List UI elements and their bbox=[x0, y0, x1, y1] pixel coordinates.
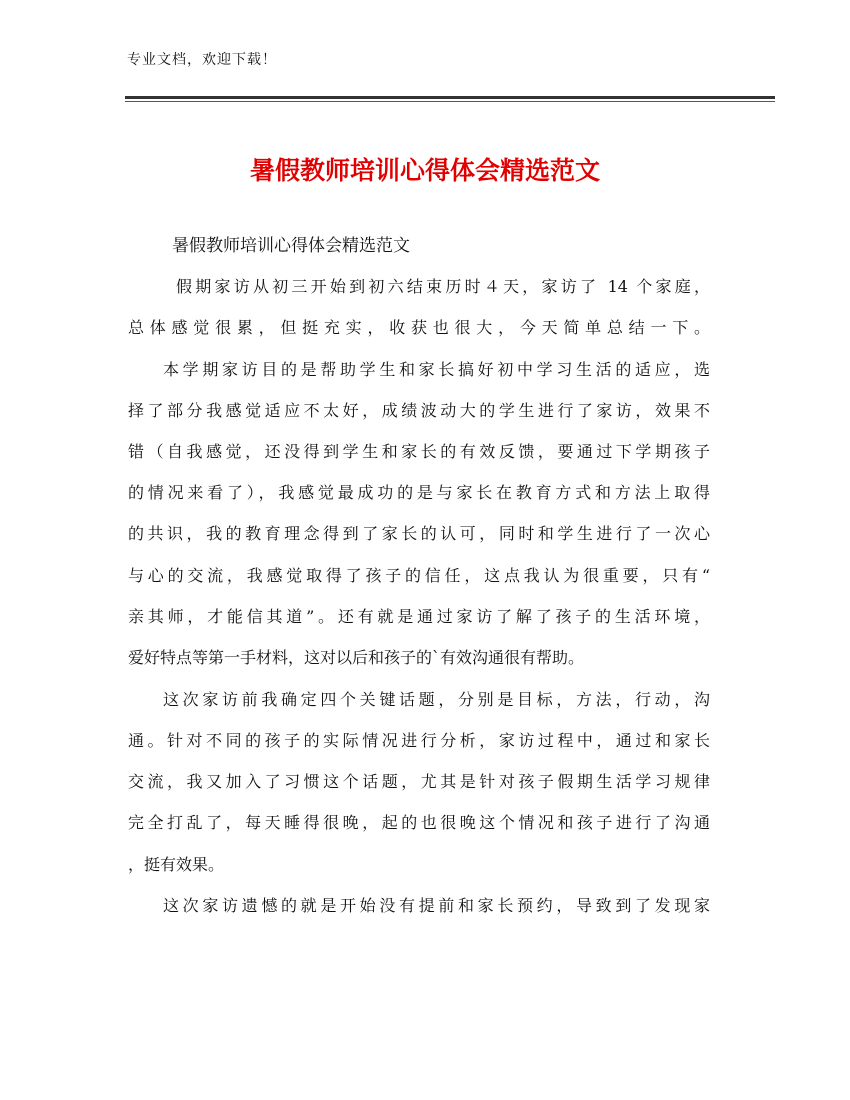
text-line: 完全打乱了，每天睡得很晚，起的也很晚这个情况和孩子进行了沟通 bbox=[128, 813, 710, 832]
text-line: 本学期家访目的是帮助学生和家长搞好初中学习生活的适应，选 bbox=[163, 360, 710, 379]
document-subtitle: 暑假教师培训心得体会精选范文 bbox=[172, 236, 410, 256]
text-line: 这次家访遗憾的就是开始没有提前和家长预约，导致到了发现家 bbox=[163, 896, 710, 915]
text-line: 择了部分我感觉适应不太好，成绩波动大的学生进行了家访，效果不 bbox=[128, 401, 710, 420]
text-line: ，挺有效果。 bbox=[128, 855, 225, 874]
header-rule-thin bbox=[125, 101, 775, 102]
text-line: 总体感觉很累，但挺充实，收获也很大，今天简单总结一下。 bbox=[128, 318, 710, 337]
text-line: 错（自我感觉，还没得到学生和家长的有效反馈，要通过下学期孩子 bbox=[128, 442, 710, 461]
text-line: 交流，我又加入了习惯这个话题，尤其是针对孩子假期生活学习规律 bbox=[128, 772, 710, 791]
text-line: 的情况来看了），我感觉最成功的是与家长在教育方式和方法上取得 bbox=[128, 483, 710, 502]
text-line: 与心的交流，我感觉取得了孩子的信任，这点我认为很重要，只有“ bbox=[128, 566, 710, 585]
text-line: 的共识，我的教育理念得到了家长的认可，同时和学生进行了一次心 bbox=[128, 524, 710, 543]
header-rule-thick bbox=[125, 96, 775, 99]
document-title: 暑假教师培训心得体会精选范文 bbox=[249, 156, 600, 185]
header-text: 专业文档，欢迎下载！ bbox=[127, 52, 277, 68]
text-line: 假期家访从初三开始到初六结束历时４天，家访了 14 个家庭， bbox=[176, 277, 710, 296]
text-line: 通。针对不同的孩子的实际情况进行分析，家访过程中，通过和家长 bbox=[128, 731, 710, 750]
text-line: 这次家访前我确定四个关键话题，分别是目标，方法，行动，沟 bbox=[163, 690, 710, 709]
text-line: 爱好特点等第一手材料，这对以后和孩子的`有效沟通很有帮助。 bbox=[128, 648, 585, 667]
text-line: 亲其师，才能信其道”。还有就是通过家访了解了孩子的生活环境， bbox=[128, 607, 710, 626]
